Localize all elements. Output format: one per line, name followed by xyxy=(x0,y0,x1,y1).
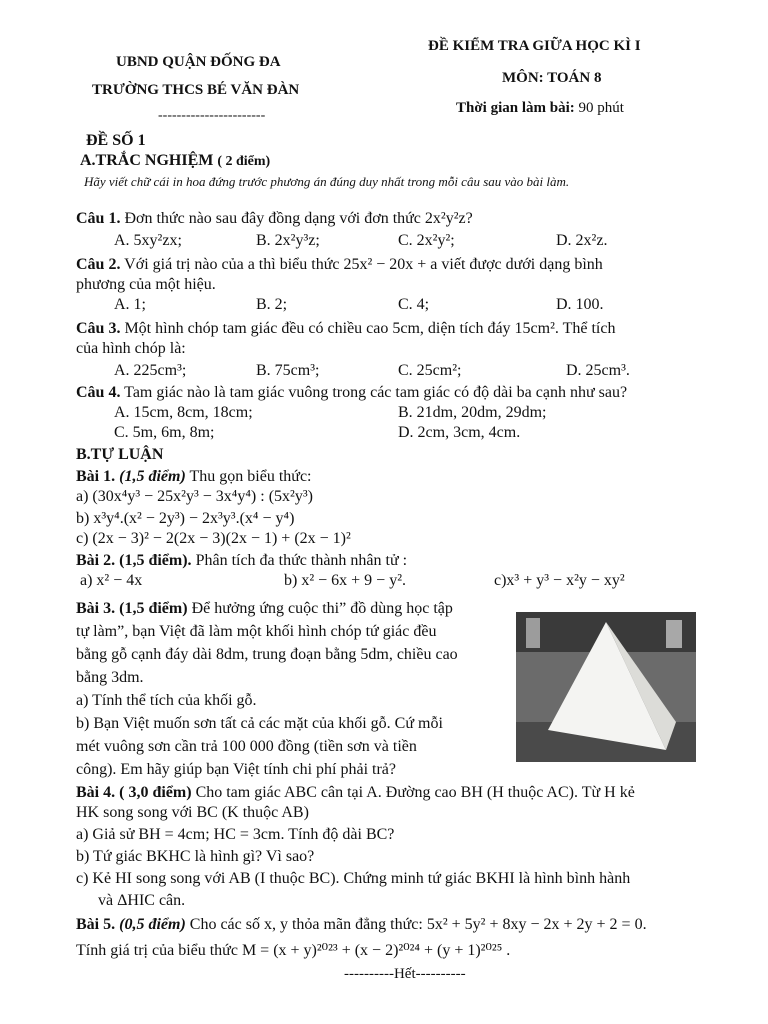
bai-text: Phân tích đa thức thành nhân tử : xyxy=(195,552,408,569)
header-district: UBND QUẬN ĐỐNG ĐA xyxy=(116,54,281,70)
header-exam-title: ĐỀ KIỂM TRA GIỮA HỌC KÌ I xyxy=(428,38,641,54)
bai4-part-a: a) Giả sử BH = 4cm; HC = 3cm. Tính độ dài BC? xyxy=(76,826,395,843)
part-a-instruction: Hãy viết chữ cái in hoa đứng trước phương án đúng duy nhất trong mỗi câu sau vào bài làm. xyxy=(84,174,570,189)
header-subject: MÔN: TOÁN 8 xyxy=(502,70,602,86)
bai-text: Thu gọn biểu thức: xyxy=(189,468,312,485)
bai4-line-2: HK song song với BC (K thuộc AB) xyxy=(76,804,309,821)
bai-text: Cho tam giác ABC cân tại A. Đường cao BH (H thuộc AC). Từ H kẻ xyxy=(195,784,635,801)
bai3-line-3: bằng gỗ cạnh đáy dài 8dm, trung đoạn bằng 5dm, chiều cao xyxy=(76,646,458,663)
bai-label: Bài 5. xyxy=(76,916,116,933)
bai-points: (1,5 điểm) xyxy=(119,468,186,485)
header-time xyxy=(456,100,624,117)
question-text: Một hình chóp tam giác đều có chiều cao 5cm, diện tích đáy 15cm². Thể tích xyxy=(124,320,616,337)
bai3-line-4: bằng 3dm. xyxy=(76,669,144,686)
part-a-title: A.TRẮC NGHIỆM xyxy=(80,152,214,169)
bai1-heading xyxy=(76,466,718,488)
time-label: Thời gian làm bài: xyxy=(456,100,575,116)
question-label: Câu 3. xyxy=(76,320,121,337)
bai3-line-2: tự làm”, bạn Việt đã làm một khối hình chóp tứ giác đều xyxy=(76,623,437,640)
question-3 xyxy=(76,318,718,340)
bai-text: Cho các số x, y thỏa mãn đẳng thức: 5x² + 5y² + 8xy − 2x + 2y + 2 = 0. xyxy=(189,916,647,933)
question-2-cont: phương của một hiệu. xyxy=(76,276,216,293)
q4-option-d: D. 2cm, 3cm, 4cm. xyxy=(398,424,521,441)
part-b-title: B.TỰ LUẬN xyxy=(76,446,164,463)
question-label: Câu 4. xyxy=(76,384,121,401)
bai3-line-7: mét vuông sơn cần trả 100 000 đồng (tiền sơn và tiền xyxy=(76,738,417,755)
pyramid-photo xyxy=(516,612,696,762)
time-value: 90 phút xyxy=(578,100,624,116)
bai-label: Bài 1. xyxy=(76,468,116,485)
bai4-part-c: c) Kẻ HI song song với AB (I thuộc BC). Chứng minh tứ giác BKHI là hình bình hành xyxy=(76,870,631,887)
bai1-part-a: a) (30x⁴y³ − 25x²y³ − 3x⁴y⁴) : (5x²y³) xyxy=(76,488,313,505)
bai3-line-8: công). Em hãy giúp bạn Việt tính chi phí phải trả? xyxy=(76,761,396,778)
question-3-cont: của hình chóp là: xyxy=(76,340,186,357)
bai-text: Để hưởng ứng cuộc thi” đồ dùng học tập xyxy=(191,600,453,617)
q4-option-c: C. 5m, 6m, 8m; xyxy=(114,424,215,441)
bai3-line-1 xyxy=(76,600,453,618)
header-divider: ----------------------- xyxy=(158,108,266,123)
q2-option-b: B. 2; xyxy=(256,296,288,313)
bai2-part-c: c)x³ + y³ − x²y − xy² xyxy=(494,572,625,589)
q2-option-a: A. 1; xyxy=(114,296,146,313)
bai5-line-2: Tính giá trị của biểu thức M = (x + y)²⁰²³ + (x − 2)²⁰²⁴ + (y + 1)²⁰²⁵ . xyxy=(76,942,511,959)
pyramid-image xyxy=(516,612,696,762)
bai1-part-b: b) x³y⁴.(x² − 2y³) − 2x³y³.(x⁴ − y⁴) xyxy=(76,510,295,527)
bai-points: (1,5 điểm) xyxy=(119,600,188,617)
part-a-heading xyxy=(80,152,270,170)
q1-option-a: A. 5xy²zx; xyxy=(114,232,182,249)
question-label: Câu 2. xyxy=(76,256,121,273)
question-1 xyxy=(76,208,718,230)
q4-option-a: A. 15cm, 8cm, 18cm; xyxy=(114,404,253,421)
q1-option-b: B. 2x²y³z; xyxy=(256,232,320,249)
q2-option-d: D. 100. xyxy=(556,296,604,313)
question-4 xyxy=(76,382,718,404)
bai-points: ( 3,0 điểm) xyxy=(119,784,192,801)
q3-option-c: C. 25cm²; xyxy=(398,362,462,379)
question-text: Đơn thức nào sau đây đồng dạng với đơn thức 2x²y²z? xyxy=(124,210,473,227)
question-text: Với giá trị nào của a thì biểu thức 25x² − 20x + a viết được dưới dạng bình xyxy=(124,256,603,273)
bai1-part-c: c) (2x − 3)² − 2(2x − 3)(2x − 1) + (2x − 1)² xyxy=(76,530,351,547)
bai4-part-b: b) Tứ giác BKHC là hình gì? Vì sao? xyxy=(76,848,315,865)
bai-points: (0,5 điểm) xyxy=(119,916,186,933)
question-text: Tam giác nào là tam giác vuông trong các tam giác có độ dài ba cạnh như sau? xyxy=(124,384,628,401)
footer-end: ----------Hết---------- xyxy=(344,966,466,982)
bai2-heading xyxy=(76,550,718,572)
exam-number: ĐỀ SỐ 1 xyxy=(86,132,146,149)
question-label: Câu 1. xyxy=(76,210,121,227)
header-school: TRƯỜNG THCS BÉ VĂN ĐÀN xyxy=(92,82,300,98)
bai3-part-a: a) Tính thể tích của khối gỗ. xyxy=(76,692,257,709)
bai4-part-c-cont: và ΔHIC cân. xyxy=(98,892,186,909)
bai2-part-a: a) x² − 4x xyxy=(80,572,143,589)
bai-label: Bài 4. xyxy=(76,784,116,801)
q3-option-a: A. 225cm³; xyxy=(114,362,187,379)
bai-points: (1,5 điểm). xyxy=(119,552,192,569)
part-a-points: ( 2 điểm) xyxy=(217,154,271,169)
bai-label: Bài 2. xyxy=(76,552,116,569)
bai2-part-b: b) x² − 6x + 9 − y². xyxy=(284,572,406,589)
bai-label: Bài 3. xyxy=(76,600,116,617)
q1-option-d: D. 2x²z. xyxy=(556,232,608,249)
bai4-line-1 xyxy=(76,782,718,804)
bai3-part-b: b) Bạn Việt muốn sơn tất cả các mặt của khối gỗ. Cứ mỗi xyxy=(76,715,443,732)
q2-option-c: C. 4; xyxy=(398,296,430,313)
question-2 xyxy=(76,254,718,276)
q3-option-b: B. 75cm³; xyxy=(256,362,320,379)
q4-option-b: B. 21dm, 20dm, 29dm; xyxy=(398,404,547,421)
q1-option-c: C. 2x²y²; xyxy=(398,232,455,249)
q3-option-d: D. 25cm³. xyxy=(566,362,630,379)
bai5-line-1 xyxy=(76,914,718,936)
